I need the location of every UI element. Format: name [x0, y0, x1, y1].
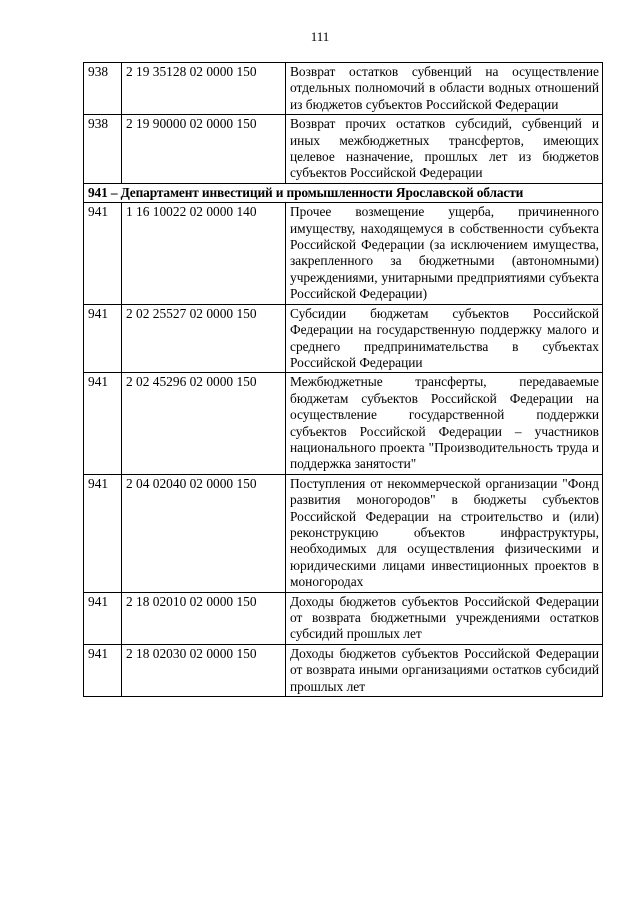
admin-code-cell: 941: [84, 592, 122, 644]
revenue-codes-table: [83, 62, 603, 697]
admin-code-cell: 941: [84, 474, 122, 592]
description-cell: Доходы бюджетов субъектов Российской Федерации от возврата бюджетными учреждениями остатков субсидий прошлых лет: [286, 592, 603, 644]
table-row: [84, 592, 603, 644]
admin-code-cell: 941: [84, 644, 122, 696]
table-row: [84, 644, 603, 696]
admin-code-cell: 938: [84, 115, 122, 184]
budget-code-cell: 2 19 90000 02 0000 150: [122, 115, 286, 184]
description-cell: Возврат прочих остатков субсидий, субвенций и иных межбюджетных трансфертов, имеющих целевое назначение, прошлых лет из бюджетов субъектов Российской Федерации: [286, 115, 603, 184]
section-header: 941 – Департамент инвестиций и промышленности Ярославской области: [84, 183, 603, 202]
table-row: [84, 115, 603, 184]
description-cell: Прочее возмещение ущерба, причиненного имуществу, находящемуся в собственности субъекта Российской Федерации (за исключением имущества, закрепленного за бюджетными (автономными) учреждениями, унитарными предприятиями субъекта Российской Федерации): [286, 203, 603, 304]
description-cell: Возврат остатков субвенций на осуществление отдельных полномочий в области водных отношений из бюджетов субъектов Российской Федерации: [286, 63, 603, 115]
description-cell: Доходы бюджетов субъектов Российской Федерации от возврата иными организациями остатков субсидий прошлых лет: [286, 644, 603, 696]
budget-code-cell: 2 18 02030 02 0000 150: [122, 644, 286, 696]
table-row: [84, 63, 603, 115]
table-row: [84, 474, 603, 592]
table-row: [84, 203, 603, 304]
description-cell: Поступления от некоммерческой организации "Фонд развития моногородов" в бюджеты субъектов Российской Федерации на строительство и (или) реконструкцию объектов инфраструктуры, необходимых для осуществления физическими и юридическими лицами инвестиционных проектов в моногородах: [286, 474, 603, 592]
budget-code-cell: 2 19 35128 02 0000 150: [122, 63, 286, 115]
page-number: 111: [310, 29, 330, 44]
budget-code-cell: 2 02 45296 02 0000 150: [122, 373, 286, 474]
admin-code-cell: 938: [84, 63, 122, 115]
description-cell: Межбюджетные трансферты, передаваемые бюджетам субъектов Российской Федерации на осуществление государственной поддержки субъектов Российской Федерации – участников национального проекта "Производительность труда и поддержка занятости": [286, 373, 603, 474]
admin-code-cell: 941: [84, 373, 122, 474]
budget-code-cell: 2 04 02040 02 0000 150: [122, 474, 286, 592]
table-row: [84, 373, 603, 474]
section-header-row: [84, 183, 603, 202]
table-row: [84, 304, 603, 373]
description-cell: Субсидии бюджетам субъектов Российской Федерации на государственную поддержку малого и среднего предпринимательства в субъектах Российской Федерации: [286, 304, 603, 373]
admin-code-cell: 941: [84, 304, 122, 373]
admin-code-cell: 941: [84, 203, 122, 304]
budget-code-cell: 2 18 02010 02 0000 150: [122, 592, 286, 644]
budget-code-cell: 2 02 25527 02 0000 150: [122, 304, 286, 373]
budget-code-cell: 1 16 10022 02 0000 140: [122, 203, 286, 304]
